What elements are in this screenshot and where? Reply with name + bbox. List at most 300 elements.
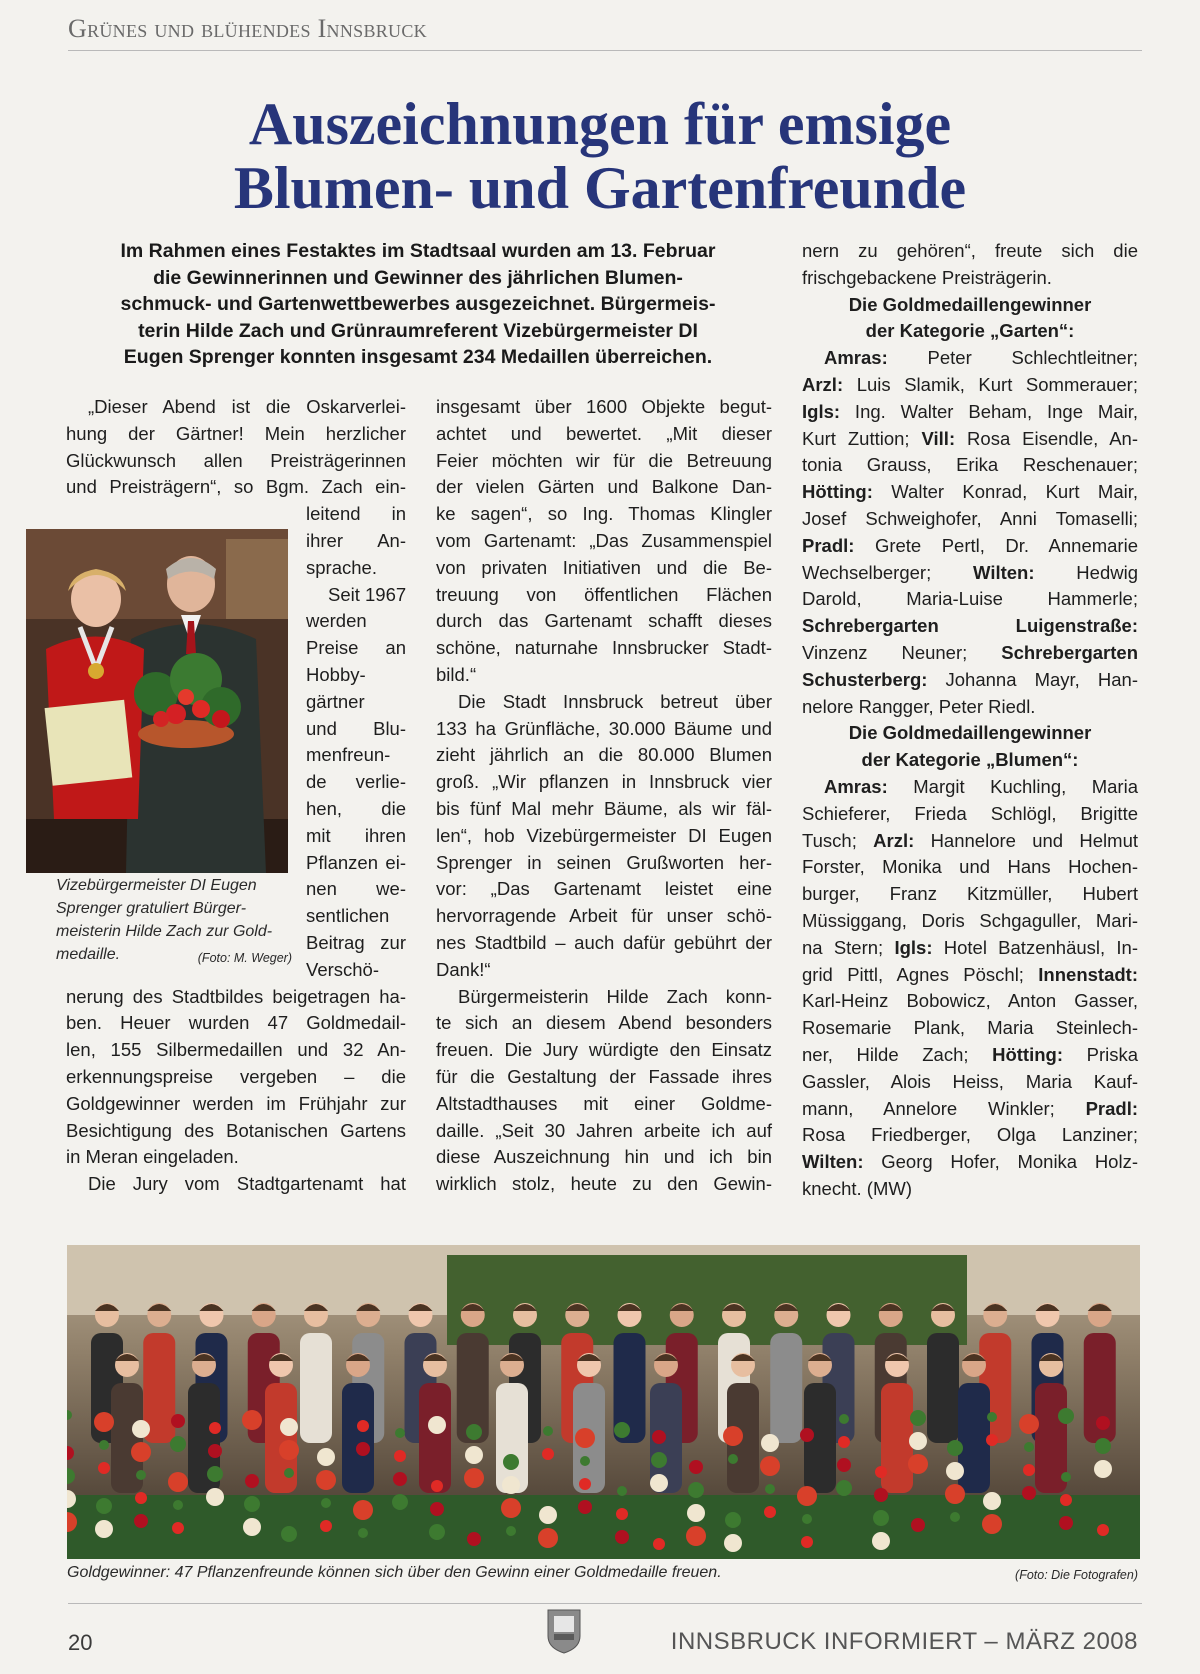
bold-label: Hötting: xyxy=(992,1043,1063,1065)
text-line xyxy=(802,854,1138,881)
bold-label: der Kategorie „Blumen“: xyxy=(861,749,1079,771)
photo-detail xyxy=(281,1526,297,1542)
text-line: nes Stadtbild – auch dafür gebührt der xyxy=(436,931,772,953)
photo1-caption xyxy=(56,874,292,970)
bold-label: Schrebergarten xyxy=(1001,641,1138,663)
text-line xyxy=(802,399,1138,426)
bold-label: Die Goldmedaillengewinner xyxy=(848,293,1092,315)
text-line: achtet und bewertet. „Mit dieser xyxy=(436,422,772,444)
section-header: Grünes und blühendes Innsbruck xyxy=(68,14,427,43)
photo-detail xyxy=(465,1446,483,1464)
text-line: ben. Heuer wurden 47 Goldmedail- xyxy=(66,1012,406,1034)
photo-detail xyxy=(245,1474,259,1488)
text-line: vom Gartenamt: „Das Zusammenspiel xyxy=(436,529,772,551)
text-line: von privaten Initiativen und die Be- xyxy=(436,556,772,578)
text-line: hervorragende Arbeit für unser schö- xyxy=(436,905,772,927)
bold-label: Arzl: xyxy=(802,373,844,395)
photo-detail xyxy=(316,1470,336,1490)
photo-detail xyxy=(1024,1442,1034,1452)
photo-detail xyxy=(284,1468,294,1478)
bold-label: Die Goldmedaillengewinner xyxy=(848,722,1092,744)
photo-detail xyxy=(395,1428,405,1438)
text-line xyxy=(802,908,1138,935)
text-line: Die Stadt Innsbruck betreut über xyxy=(458,690,772,712)
photo-detail xyxy=(652,1430,666,1444)
text-line: insgesamt über 1600 Objekte begut- xyxy=(436,396,772,417)
photo-detail xyxy=(872,1532,890,1550)
text-line: schöne, naturnahe Innsbrucker Stadt- xyxy=(436,637,772,659)
photo-detail xyxy=(464,1468,484,1488)
photo-detail xyxy=(1061,1472,1071,1482)
photo-detail xyxy=(881,1383,913,1493)
photo-detail xyxy=(429,1524,445,1540)
photo-detail xyxy=(987,1412,997,1422)
text-line: Besichtigung des Botanischen Gartens xyxy=(66,1119,406,1141)
text-line: gärtner xyxy=(306,690,365,712)
photo-detail xyxy=(760,1456,780,1476)
text-line: de verlie- xyxy=(306,771,406,793)
photo-detail xyxy=(342,1383,374,1493)
text-line: Bürgermeisterin Hilde Zach konn- xyxy=(458,985,772,1007)
photo-detail xyxy=(1094,1460,1112,1478)
text-span: Luis Slamik, Kurt Sommerauer; xyxy=(843,373,1138,395)
text-line xyxy=(802,1096,1138,1123)
bold-label: Igls: xyxy=(802,400,841,422)
text-line: daille. „Seit 30 Jahren arbeite ich auf xyxy=(436,1119,772,1141)
text-line: und Preisträgern“, so Bgm. Zach ein- xyxy=(66,476,406,498)
innsbruck-crest-icon xyxy=(546,1608,582,1654)
text-line xyxy=(802,801,1138,828)
text-line: Altstadthauses mit einer Goldme- xyxy=(436,1092,772,1114)
photo-detail xyxy=(467,1532,481,1546)
photo-detail xyxy=(1095,1438,1111,1454)
photo-detail xyxy=(539,1506,557,1524)
text-line: Die Jury vom Stadtgartenamt hat xyxy=(88,1173,406,1195)
lead-line: terin Hilde Zach und Grünraumreferent Vizebürgermeister DI xyxy=(138,319,698,342)
article-headline xyxy=(60,92,1140,220)
photo-detail xyxy=(802,1514,812,1524)
photo-detail xyxy=(765,1484,775,1494)
lead-line: Im Rahmen eines Festaktes im Stadtsaal wurden am 13. Februar xyxy=(120,240,716,262)
header-rule xyxy=(68,50,1142,51)
photo-detail xyxy=(134,1514,148,1528)
text-line: Verschö- xyxy=(306,958,380,980)
caption-text: medaille. xyxy=(56,946,121,963)
text-line: vor: „Das Gartenamt leistet eine xyxy=(436,878,772,900)
text-line: Pflanzen ei- xyxy=(306,851,406,873)
text-span: ner, Hilde Zach; xyxy=(802,1043,993,1065)
text-line: bild.“ xyxy=(436,663,477,685)
text-span: Müssiggang, Doris Schgaguller, Mari- xyxy=(802,909,1138,931)
text-line: diese Auszeichnung hin und ich bin xyxy=(436,1146,772,1168)
photo-detail xyxy=(838,1436,850,1448)
photo-detail xyxy=(770,1333,802,1443)
bold-label: Pradl: xyxy=(1085,1097,1138,1119)
text-span: Wechselberger; xyxy=(802,561,974,583)
text-line xyxy=(802,479,1138,506)
photo-detail xyxy=(170,1436,186,1452)
text-line: in Meran eingeladen. xyxy=(66,1146,239,1168)
text-line xyxy=(802,774,1138,801)
text-line: hung der Gärtner! Mein herzlicher xyxy=(66,422,406,444)
photo-detail xyxy=(543,1426,553,1436)
photo-detail xyxy=(392,1494,408,1510)
text-line: „Dieser Abend ist die Oskarverlei- xyxy=(88,396,406,417)
bold-label: Schusterberg: xyxy=(802,668,928,690)
photo-detail xyxy=(317,1448,335,1466)
lead-line: Eugen Sprenger konnten insgesamt 234 Medaillen überreichen. xyxy=(123,346,713,368)
photo-detail xyxy=(207,1466,223,1482)
photo-detail xyxy=(836,1480,852,1496)
text-line: ke sagen“, so Ing. Thomas Klingler xyxy=(436,503,772,525)
photo-detail xyxy=(428,1416,446,1434)
photo-detail xyxy=(244,1496,260,1512)
photo-detail xyxy=(208,1444,222,1458)
photo-detail xyxy=(173,1500,183,1510)
group-photo-illustration xyxy=(67,1245,1140,1559)
text-span: mann, Annelore Winkler; xyxy=(802,1097,1086,1119)
photo-detail xyxy=(206,1488,224,1506)
text-span: Rosa Eisendle, An- xyxy=(955,427,1138,449)
photo-detail xyxy=(986,1434,998,1446)
photo-detail xyxy=(653,1538,665,1550)
text-line xyxy=(802,935,1138,962)
text-line: nen we- xyxy=(306,878,406,900)
photo-detail xyxy=(419,1383,451,1493)
photo-detail xyxy=(946,1462,964,1480)
text-line: Preise an xyxy=(306,637,406,659)
photo-detail xyxy=(650,1474,668,1492)
text-line: nerung des Stadtbildes beigetragen ha- xyxy=(66,985,406,1007)
photo-detail xyxy=(353,1500,373,1520)
photo-detail xyxy=(466,1424,482,1440)
text-line xyxy=(802,506,1138,533)
photo-detail xyxy=(579,1478,591,1490)
bold-label: Amras: xyxy=(824,347,888,369)
photo-detail xyxy=(94,1412,114,1432)
text-span: Grete Pertl, Dr. Annemarie xyxy=(854,534,1138,556)
text-span: knecht. (MW) xyxy=(802,1177,912,1199)
text-span: Ing. Walter Beham, Inge Mair, xyxy=(840,400,1138,422)
text-span: grid Pittl, Agnes Pöschl; xyxy=(802,963,1039,985)
photo-detail xyxy=(99,1440,109,1450)
text-line: der vielen Gärten und Balkone Dan- xyxy=(436,476,772,498)
photo-detail xyxy=(171,1414,185,1428)
photo-detail xyxy=(800,1428,814,1442)
photo-detail xyxy=(1022,1486,1036,1500)
text-line: mit ihren xyxy=(306,824,406,846)
photo-detail xyxy=(837,1458,851,1472)
text-span: frischgebackene Preisträgerin. xyxy=(802,266,1052,288)
photo-detail xyxy=(431,1480,443,1492)
lead-line: schmuck- und Gartenwettbewerbes ausgezeichnet. Bürgermeis- xyxy=(120,293,716,315)
bold-label: Wilten: xyxy=(802,1151,864,1173)
text-line: leitend in xyxy=(306,503,406,525)
photo-detail xyxy=(688,1482,704,1498)
text-span: Karl-Heinz Bobowicz, Anton Gasser, xyxy=(802,990,1138,1012)
photo-detail xyxy=(135,1492,147,1504)
wrap-around-text xyxy=(306,501,406,983)
photo-detail xyxy=(132,1420,150,1438)
text-span: Kurt Zuttion; xyxy=(802,427,922,449)
text-line xyxy=(802,345,1138,372)
text-line xyxy=(802,962,1138,989)
text-span: nern zu gehören“, freute sich die xyxy=(802,240,1138,261)
text-span: Walter Konrad, Kurt Mair, xyxy=(872,481,1138,503)
text-line: Seit 1967 xyxy=(328,583,407,605)
photo-detail xyxy=(725,1512,741,1528)
bold-label: Igls: xyxy=(894,936,933,958)
text-line: Goldgewinner werden im Frühjahr zur xyxy=(66,1092,406,1114)
photo-detail xyxy=(875,1466,887,1478)
text-line: werden xyxy=(306,610,367,632)
article-column-2 xyxy=(436,394,772,1198)
photo-detail xyxy=(358,1528,368,1538)
text-line: und Blu- xyxy=(306,717,406,739)
text-line xyxy=(802,988,1138,1015)
text-line xyxy=(802,613,1138,640)
text-line xyxy=(802,238,1138,265)
text-span: burger, Franz Kitzmüller, Hubert xyxy=(802,883,1138,905)
bold-label: Pradl: xyxy=(802,534,855,556)
photo-detail xyxy=(580,1456,590,1466)
photo-detail xyxy=(950,1512,960,1522)
text-line: sprache. xyxy=(306,556,377,578)
photo-detail xyxy=(761,1434,779,1452)
text-span: Schieferer, Frieda Schlögl, Brigitte xyxy=(802,802,1138,824)
text-line: menfreun- xyxy=(306,744,391,766)
photo-detail xyxy=(502,1476,520,1494)
photo-detail xyxy=(1059,1516,1073,1530)
photo-detail xyxy=(686,1526,706,1546)
text-span: Priska xyxy=(1063,1043,1139,1065)
photo-detail xyxy=(1023,1464,1035,1476)
photo-illustration xyxy=(26,529,288,873)
text-line: hen, die xyxy=(306,797,406,819)
bold-label: Hötting: xyxy=(802,481,873,503)
photo-detail xyxy=(982,1514,1002,1534)
photo-detail xyxy=(911,1518,925,1532)
photo-gold-winners-group xyxy=(67,1245,1140,1559)
photo-detail xyxy=(797,1486,817,1506)
photo-detail xyxy=(1060,1494,1072,1506)
photo-detail xyxy=(617,1486,627,1496)
photo-detail xyxy=(614,1422,630,1438)
photo-detail xyxy=(243,1518,261,1536)
photo-detail xyxy=(279,1440,299,1460)
bold-label: Amras: xyxy=(824,775,888,797)
text-line xyxy=(802,828,1138,855)
text-line: durch das Gartenamt schafft dieses xyxy=(436,610,772,632)
text-line xyxy=(802,694,1138,721)
text-line: zieht jährlich an die 80.000 Blumen xyxy=(436,744,772,766)
photo-detail xyxy=(280,1418,298,1436)
photo-detail xyxy=(98,1462,110,1474)
photo-detail xyxy=(393,1472,407,1486)
article-lead xyxy=(66,238,770,371)
text-line: freuen. Die Jury würdigte den Einsatz xyxy=(436,1039,772,1061)
text-line: Feier möchten wir für die Betreuung xyxy=(436,449,772,471)
bold-label: Wilten: xyxy=(973,561,1035,583)
bold-label: Innenstadt: xyxy=(1038,963,1138,985)
photo-detail xyxy=(394,1450,406,1462)
photo-detail xyxy=(1019,1414,1039,1434)
text-span: Peter Schlechtleitner; xyxy=(887,347,1138,369)
text-line xyxy=(802,1176,1138,1203)
photo-detail xyxy=(1096,1416,1110,1430)
text-line: bis fünf Mal mehr Bäume, als wir fäl- xyxy=(436,797,772,819)
photo-detail xyxy=(95,1520,113,1538)
text-span: Hedwig xyxy=(1034,561,1138,583)
text-span: tonia Grauss, Erika Reschenauer; xyxy=(802,454,1138,476)
photo-detail xyxy=(728,1454,738,1464)
text-line: für die Gestaltung der Fassade ihres xyxy=(436,1065,772,1087)
text-line xyxy=(802,372,1138,399)
photo-detail xyxy=(321,1498,331,1508)
text-line xyxy=(802,426,1138,453)
text-line xyxy=(802,318,1138,345)
photo-detail xyxy=(357,1420,369,1432)
text-span: Rosa Friedberger, Olga Lanziner; xyxy=(802,1124,1138,1146)
photo-detail xyxy=(910,1410,926,1426)
text-line: Glückwunsch allen Preisträgerinnen xyxy=(66,449,406,471)
bold-label: der Kategorie „Garten“: xyxy=(865,320,1075,342)
text-line: 133 ha Grünfläche, 30.000 Bäume und xyxy=(436,717,772,739)
text-span: Vinzenz Neuner; xyxy=(802,641,1002,663)
text-span: Darold, Maria-Luise Hammerle; xyxy=(802,588,1138,610)
headline-line-1: Auszeichnungen für emsige xyxy=(248,91,952,157)
photo-detail xyxy=(947,1440,963,1456)
photo-detail xyxy=(136,1470,146,1480)
text-line xyxy=(802,265,1138,292)
publication-footer: INNSBRUCK INFORMIERT – MÄRZ 2008 xyxy=(670,1628,1138,1655)
photo-detail xyxy=(983,1492,1001,1510)
text-span: Margit Kuchling, Maria xyxy=(887,775,1138,797)
photo-detail xyxy=(300,1333,332,1443)
photo-detail xyxy=(723,1426,743,1446)
photo-detail xyxy=(909,1432,927,1450)
photo2-credit: (Foto: Die Fotografen) xyxy=(1015,1568,1138,1582)
photo-detail xyxy=(908,1454,928,1474)
photo-detail xyxy=(538,1528,558,1548)
photo-detail xyxy=(874,1488,888,1502)
photo2-caption: Goldgewinner: 47 Pflanzenfreunde können sich über den Gewinn einer Goldmedaille freuen. xyxy=(67,1564,722,1581)
lead-line: die Gewinnerinnen und Gewinner des jährlichen Blumen- xyxy=(153,266,683,289)
text-span: Rosemarie Plank, Maria Steinlech- xyxy=(802,1017,1138,1039)
text-line xyxy=(802,881,1138,908)
photo-detail xyxy=(542,1448,554,1460)
text-span: Tusch; xyxy=(802,829,874,851)
bold-label: Schrebergarten Luigenstraße: xyxy=(802,615,1138,637)
text-line xyxy=(802,1015,1138,1042)
text-line xyxy=(802,1122,1138,1149)
photo-detail xyxy=(687,1504,705,1522)
text-line: sentlichen xyxy=(306,905,390,927)
text-line xyxy=(802,667,1138,694)
photo-detail xyxy=(96,1498,112,1514)
text-line: len, 155 Silbermedaillen und 32 An- xyxy=(66,1039,406,1061)
text-line: erkennungspreise vergeben – die xyxy=(66,1065,406,1087)
photo-detail xyxy=(1097,1524,1109,1536)
photo-detail xyxy=(242,1410,262,1430)
photo-detail xyxy=(689,1460,703,1474)
text-line xyxy=(802,640,1138,667)
text-line: treuung von öffentlichen Flächen xyxy=(436,583,772,605)
caption-line: Sprenger gratuliert Bürger- xyxy=(56,900,247,917)
text-span: Georg Hofer, Monika Holz- xyxy=(863,1151,1138,1173)
text-line xyxy=(802,533,1138,560)
photo-detail xyxy=(172,1522,184,1534)
text-span: Hotel Batzenhäusl, In- xyxy=(932,936,1138,958)
caption-line: meisterin Hilde Zach zur Gold- xyxy=(56,923,273,940)
photo-detail xyxy=(839,1414,849,1424)
text-line xyxy=(802,1149,1138,1176)
caption-line xyxy=(56,943,292,966)
photo-detail xyxy=(927,1333,959,1443)
photo-detail xyxy=(168,1472,188,1492)
text-span: Gassler, Alois Heiss, Maria Kauf- xyxy=(802,1070,1138,1092)
photo-detail xyxy=(764,1506,776,1518)
text-line xyxy=(802,1042,1138,1069)
photo-award-handover xyxy=(26,529,288,873)
bold-label: Vill: xyxy=(921,427,956,449)
photo-detail xyxy=(616,1508,628,1520)
photo-detail xyxy=(356,1442,370,1456)
text-span: Johanna Mayr, Han- xyxy=(927,668,1138,690)
caption-line: Vizebürgermeister DI Eugen xyxy=(56,877,257,894)
text-line: Sprenger in seinen Grußworten her- xyxy=(436,851,772,873)
text-line: Hobby- xyxy=(306,663,366,685)
text-line xyxy=(802,747,1138,774)
photo-detail xyxy=(615,1530,629,1544)
text-span: na Stern; xyxy=(802,936,895,958)
bold-label: Arzl: xyxy=(873,829,915,851)
photo-detail xyxy=(651,1452,667,1468)
text-line: Dank!“ xyxy=(436,958,491,980)
text-line xyxy=(802,720,1138,747)
photo-detail xyxy=(503,1454,519,1470)
photo-detail xyxy=(945,1484,965,1504)
photo-detail xyxy=(501,1498,521,1518)
photo-detail xyxy=(1058,1408,1074,1424)
text-line xyxy=(802,586,1138,613)
photo-detail xyxy=(958,1383,990,1493)
text-span: Forster, Monika und Hans Hochen- xyxy=(802,856,1138,878)
page-number: 20 xyxy=(68,1630,93,1655)
headline-line-2: Blumen- und Gartenfreunde xyxy=(233,155,967,221)
text-span: nelore Rangger, Peter Riedl. xyxy=(802,695,1036,717)
photo-detail xyxy=(724,1534,742,1552)
text-span: Hannelore und Helmut xyxy=(914,829,1138,851)
photo-detail xyxy=(801,1536,813,1548)
footer-rule xyxy=(68,1603,1142,1604)
photo-detail xyxy=(430,1502,444,1516)
text-line: Beitrag zur xyxy=(306,931,406,953)
text-span: Josef Schweighofer, Anni Tomaselli; xyxy=(802,507,1138,529)
text-line xyxy=(802,1069,1138,1096)
text-line xyxy=(802,452,1138,479)
photo-detail xyxy=(578,1500,592,1514)
text-line: wirklich stolz, heute zu den Gewin- xyxy=(436,1173,772,1195)
text-line xyxy=(802,292,1138,319)
text-line: ihrer An- xyxy=(306,529,406,551)
photo-detail xyxy=(873,1510,889,1526)
photo-detail xyxy=(575,1428,595,1448)
photo-detail xyxy=(209,1422,221,1434)
photo-detail xyxy=(320,1520,332,1532)
text-line: groß. „Wir pflanzen in Innsbruck vier xyxy=(436,771,772,793)
article-column-3 xyxy=(802,238,1138,1203)
